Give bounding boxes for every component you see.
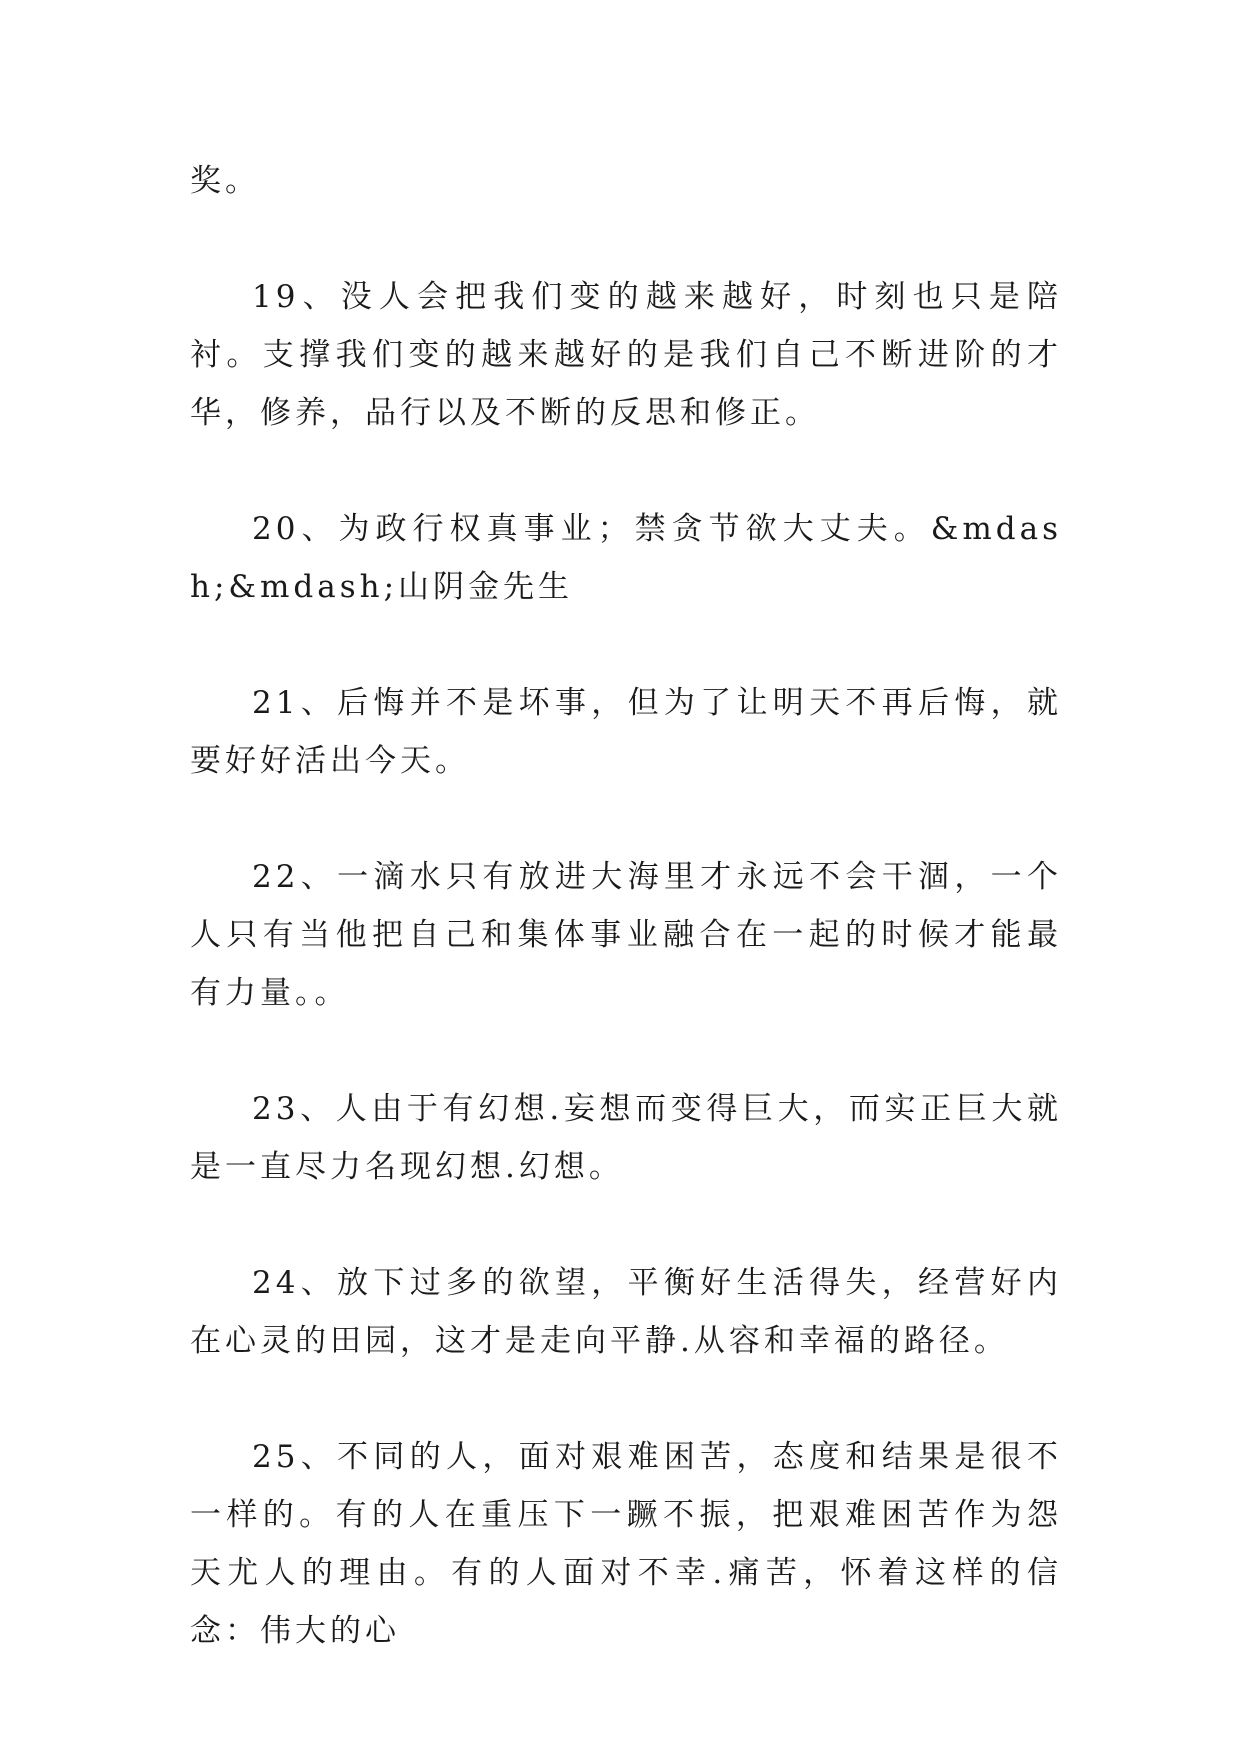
document-body (190, 152, 1062, 1718)
paragraph-21: 21、后悔并不是坏事，但为了让明天不再后悔，就要好好活出今天。 (190, 685, 1062, 779)
paragraph-19: 19、没人会把我们变的越来越好，时刻也只是陪衬。支撑我们变的越来越好的是我们自己不断进阶的才华，修养，品行以及不断的反思和修正。 (190, 279, 1062, 431)
paragraph-20: 20、为政行权真事业；禁贪节欲大丈夫。&mdash;&mdash;山阴金先生 (190, 511, 1062, 605)
paragraph-24: 24、放下过多的欲望，平衡好生活得失，经营好内在心灵的田园，这才是走向平静.从容和幸福的路径。 (190, 1265, 1062, 1359)
paragraph-22: 22、一滴水只有放进大海里才永远不会干涸，一个人只有当他把自己和集体事业融合在一起的时候才能最有力量。。 (190, 859, 1062, 1011)
paragraph-25: 25、不同的人，面对艰难困苦，态度和结果是很不一样的。有的人在重压下一蹶不振，把艰难困苦作为怨天尤人的理由。有的人面对不幸.痛苦，怀着这样的信念：伟大的心 (190, 1439, 1062, 1649)
paragraph-continuation: 奖。 (190, 163, 260, 199)
paragraph-23: 23、人由于有幻想.妄想而变得巨大，而实正巨大就是一直尽力名现幻想.幻想。 (190, 1091, 1062, 1185)
